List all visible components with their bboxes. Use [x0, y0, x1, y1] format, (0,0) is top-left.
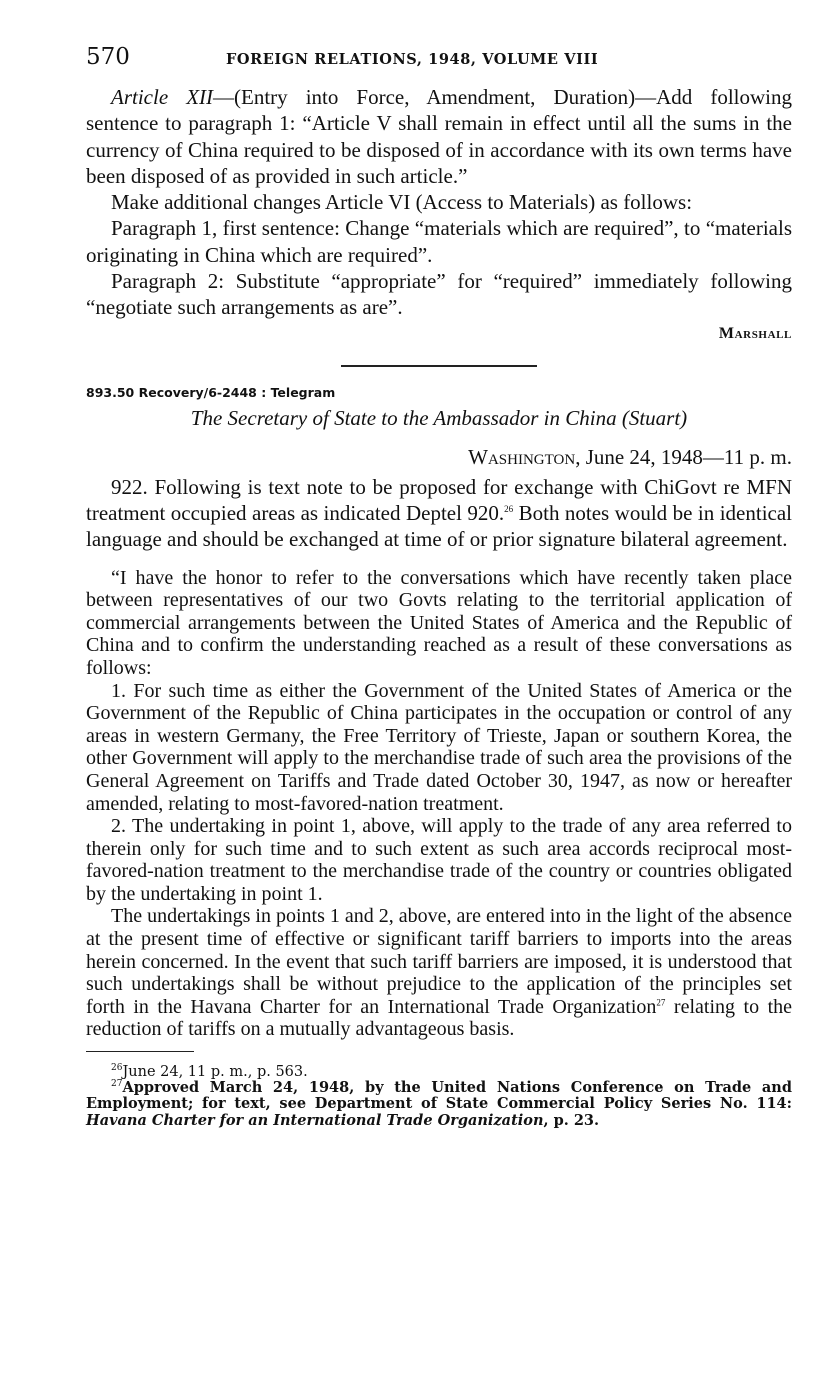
document-title: The Secretary of State to the Ambassador in China (Stuart) [190, 405, 688, 430]
article-xii-body: —(Entry into Force, Amendment, Duration)—Add following sentence to paragraph 1: “Article V shall remain in effect until all the sums in the currency of China required to be disposed of in accordance with its own terms have been disposed of as provided in such article.” [86, 85, 792, 188]
section-divider [341, 365, 537, 367]
footnote-ref-27: 27 [656, 997, 666, 1008]
article-xii-paragraph [86, 84, 792, 189]
note-point-1: 1. For such time as either the Government of the United States of America or the Government of the Republic of China participates in the occupation or control of any areas in western Germany, the Free Territory of Trieste, Japan or southern Korea, the other Government will apply to the merchandise trade of such area the provisions of the General Agreement on Tariffs and Trade dated October 30, 1947, as now or hereafter amended, relating to most-favored-nation treatment. [86, 679, 792, 815]
footnote-27-end: , p. 23. [543, 1111, 600, 1129]
note-point-2: 2. The undertaking in point 1, above, will apply to the trade of any area referred to therein only for such time and to such extent as such area accords reciprocal most-favored-nation treatment to the merchandise trade of the country or countries obligated by the undertaking in point 1. [86, 815, 792, 905]
signature-marshall: Marshall [718, 324, 792, 342]
telegram-paragraph-922 [86, 474, 792, 553]
file-reference: 893.50 Recovery/6-2448 : Telegram [86, 384, 336, 400]
footnote-27-text: Approved March 24, 1948, by the United Nations Conference on Trade and Employment; for text, see Department of State Commercial Policy Series No. 114: [86, 1079, 792, 1113]
telegram-text: 922. Following is text note to be proposed for exchange with ChiGovt re MFN treatment occupied areas as indicated Deptel 920. [86, 474, 792, 525]
footnote-27-mark: 27 [111, 1079, 123, 1090]
dateline-date: , June 24, 1948—11 p. m. [575, 444, 792, 469]
footnote-26-mark: 26 [111, 1063, 123, 1074]
article-xii-heading: Article XII [111, 85, 214, 109]
footnote-26-text: June 24, 11 p. m., p. 563. [122, 1064, 308, 1081]
page-number: 570 [86, 44, 130, 70]
note-opening: “I have the honor to refer to the conversations which have recently taken place between representatives of our two Govts relating to the territorial application of commercial arrangements between the United States of America and the Republic of China and to confirm the understanding reached as a result of these conversations as follows: [86, 566, 792, 679]
footnote-27-italic: Havana Charter for an International Trade Organization [86, 1111, 544, 1129]
document-page [86, 44, 792, 1129]
closing-text-cont: relating to the reduction of tariffs on a mutually advantageous basis. [86, 995, 793, 1041]
paragraph-1-change: Paragraph 1, first sentence: Change “materials which are required”, to “materials originating in China which are required”. [86, 216, 792, 267]
telegram-text-cont: Both notes would be in identical language and should be exchanged at time of or prior signature bilateral agreement. [86, 500, 792, 552]
footnote-26 [86, 1064, 792, 1080]
dateline [86, 445, 792, 470]
article-vi-intro: Make additional changes Article VI (Access to Materials) as follows: [111, 190, 693, 215]
note-closing [86, 905, 792, 1041]
closing-text: The undertakings in points 1 and 2, above, are entered into in the light of the absence at the present time of effective or significant tariff barriers to imports into the areas herein concerned. In the event that such tariff barriers are imposed, it is understood that such undertakings shall be without prejudice to the application of the principles set forth in the Havana Charter for an International Trade Organization [86, 905, 792, 1018]
dateline-place: Washington [468, 444, 576, 469]
footnote-divider [86, 1051, 194, 1052]
paragraph-2-change: Paragraph 2: Substitute “appropriate” for “required” immediately following “negotiate such arrangements as are”. [86, 269, 792, 320]
footnote-ref-26: 26 [504, 503, 514, 514]
page-header [86, 44, 792, 84]
running-title: FOREIGN RELATIONS, 1948, VOLUME VIII [226, 51, 599, 68]
footnote-27 [86, 1080, 792, 1129]
